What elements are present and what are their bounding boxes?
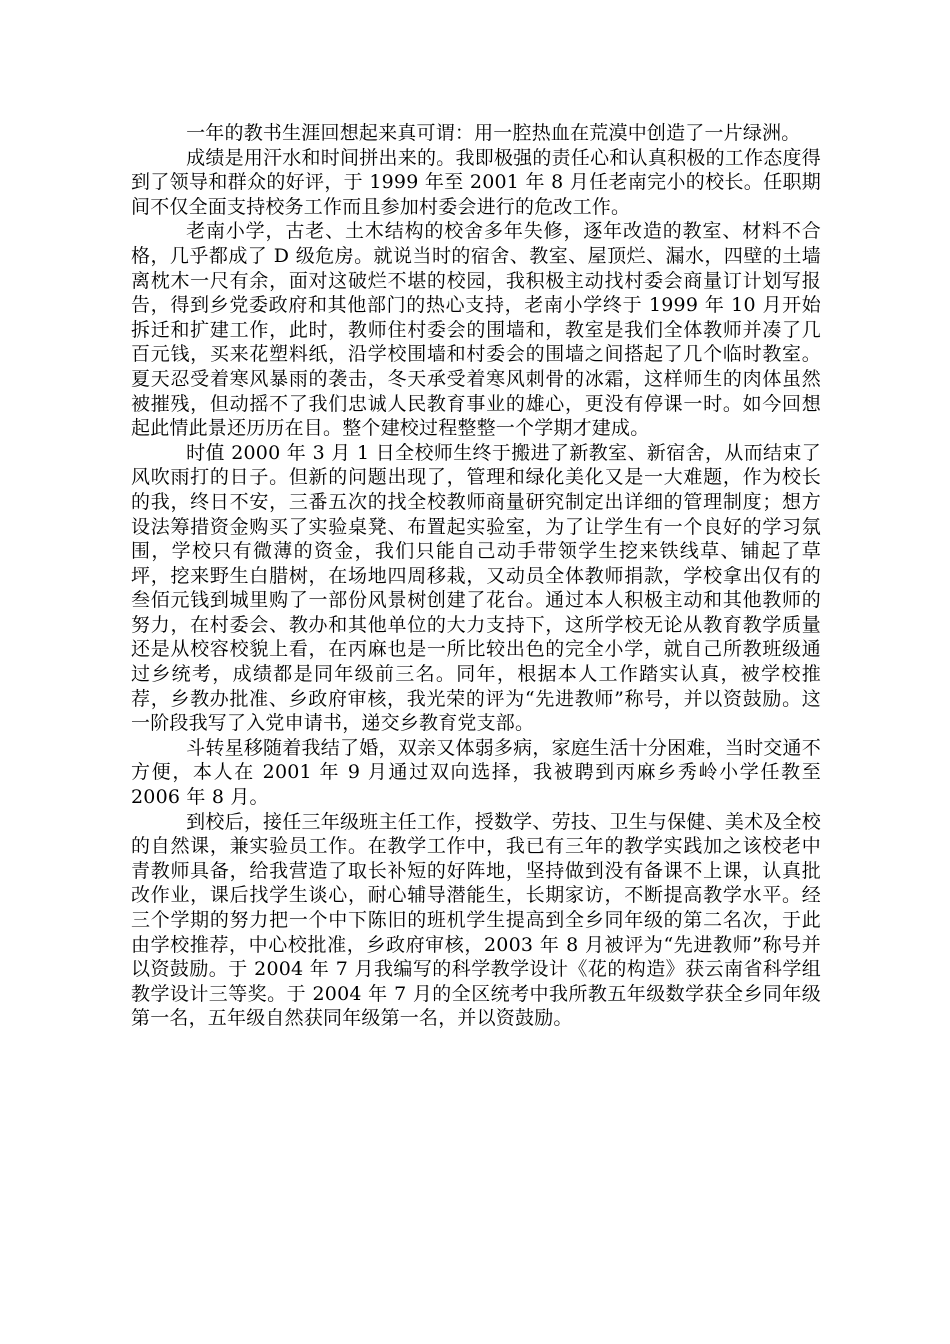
paragraph-3: 老南小学，古老、土木结构的校舍多年失修，逐年改造的教室、材料不合格，几乎都成了 D 级危房。就说当时的宿舍、教室、屋顶烂、漏水，四壁的土墙离枕木一尺有余，面对这破烂不堪的校园，我积极主动找村委会商量订计划写报告，得到乡党委政府和其他部门的热心支持，老南小学终于 1999 年 10 月开始拆迁和扩建工作，此时，教师住村委会的围墙和，教室是我们全体教师并凑了几百元钱，买来花塑料纸，沿学校围墙和村委会的围墙之间搭起了几个临时教室。夏天忍受着寒风暴雨的袭击，冬天承受着寒风刺骨的冰霜，这样师生的肉体虽然被摧残，但动摇不了我们忠诚人民教育事业的雄心，更没有停课一时。如今回想起此情此景还历历在目。整个建校过程整整一个学期才建成。 [131, 220, 821, 440]
paragraph-5: 斗转星移随着我结了婚，双亲又体弱多病，家庭生活十分困难，当时交通不方便，本人在 2001 年 9 月通过双向选择，我被聘到丙麻乡秀岭小学任教至 2006 年 8 月。 [131, 736, 821, 809]
paragraph-2: 成绩是用汗水和时间拼出来的。我即极强的责任心和认真积极的工作态度得到了领导和群众的好评，于 1999 年至 2001 年 8 月任老南完小的校长。任职期间不仅全面支持校务工作而且参加村委会进行的危改工作。 [131, 146, 821, 218]
paragraph-1: 一年的教书生涯回想起来真可谓：用一腔热血在荒漠中创造了一片绿洲。 [186, 122, 801, 144]
document-body [131, 121, 821, 1031]
paragraph-6: 到校后，接任三年级班主任工作，授数学、劳技、卫生与保健、美术及全校的自然课，兼实验员工作。在教学工作中，我已有三年的教学实践加之该校老中青教师具备，给我营造了取长补短的好阵地，坚持做到没有备课不上课，认真批改作业，课后找学生谈心，耐心辅导潜能生，长期家访，不断提高教学水平。经三个学期的努力把一个中下陈旧的班机学生提高到全乡同年级的第二名次，于此由学校推荐，中心校批准，乡政府审核，2003 年 8 月被评为“先进教师”称号并以资鼓励。于 2004 年 7 月我编写的科学教学设计《花的构造》获云南省科学组教学设计三等奖。于 2004 年 7 月的全区统考中我所教五年级数学获全乡同年级第一名，五年级自然获同年级第一名，并以资鼓励。 [131, 810, 821, 1030]
paragraph-4: 时值 2000 年 3 月 1 日全校师生终于搬进了新教室、新宿舍，从而结束了风吹雨打的日子。但新的问题出现了，管理和绿化美化又是一大难题，作为校长的我，终日不安，三番五次的找全校教师商量研究制定出详细的管理制度；想方设法筹措资金购买了实验桌凳、布置起实验室，为了让学生有一个良好的学习氛围，学校只有微薄的资金，我们只能自己动手带领学生挖来铁线草、铺起了草坪，挖来野生白腊树，在场地四周移栽，又动员全体教师捐款，学校拿出仅有的叁佰元钱到城里购了一部份风景树创建了花台。通过本人积极主动和其他教师的努力，在村委会、教办和其他单位的大力支持下，这所学校无论从教育教学质量还是从校容校貌上看，在丙麻也是一所比较出色的完全小学，就自己所教班级通过乡统考，成绩都是同年级前三名。同年，根据本人工作踏实认真，被学校推荐，乡教办批准、乡政府审核，我光荣的评为“先进教师”称号，并以资鼓励。这一阶段我写了入党申请书，递交乡教育党支部。 [131, 441, 821, 735]
